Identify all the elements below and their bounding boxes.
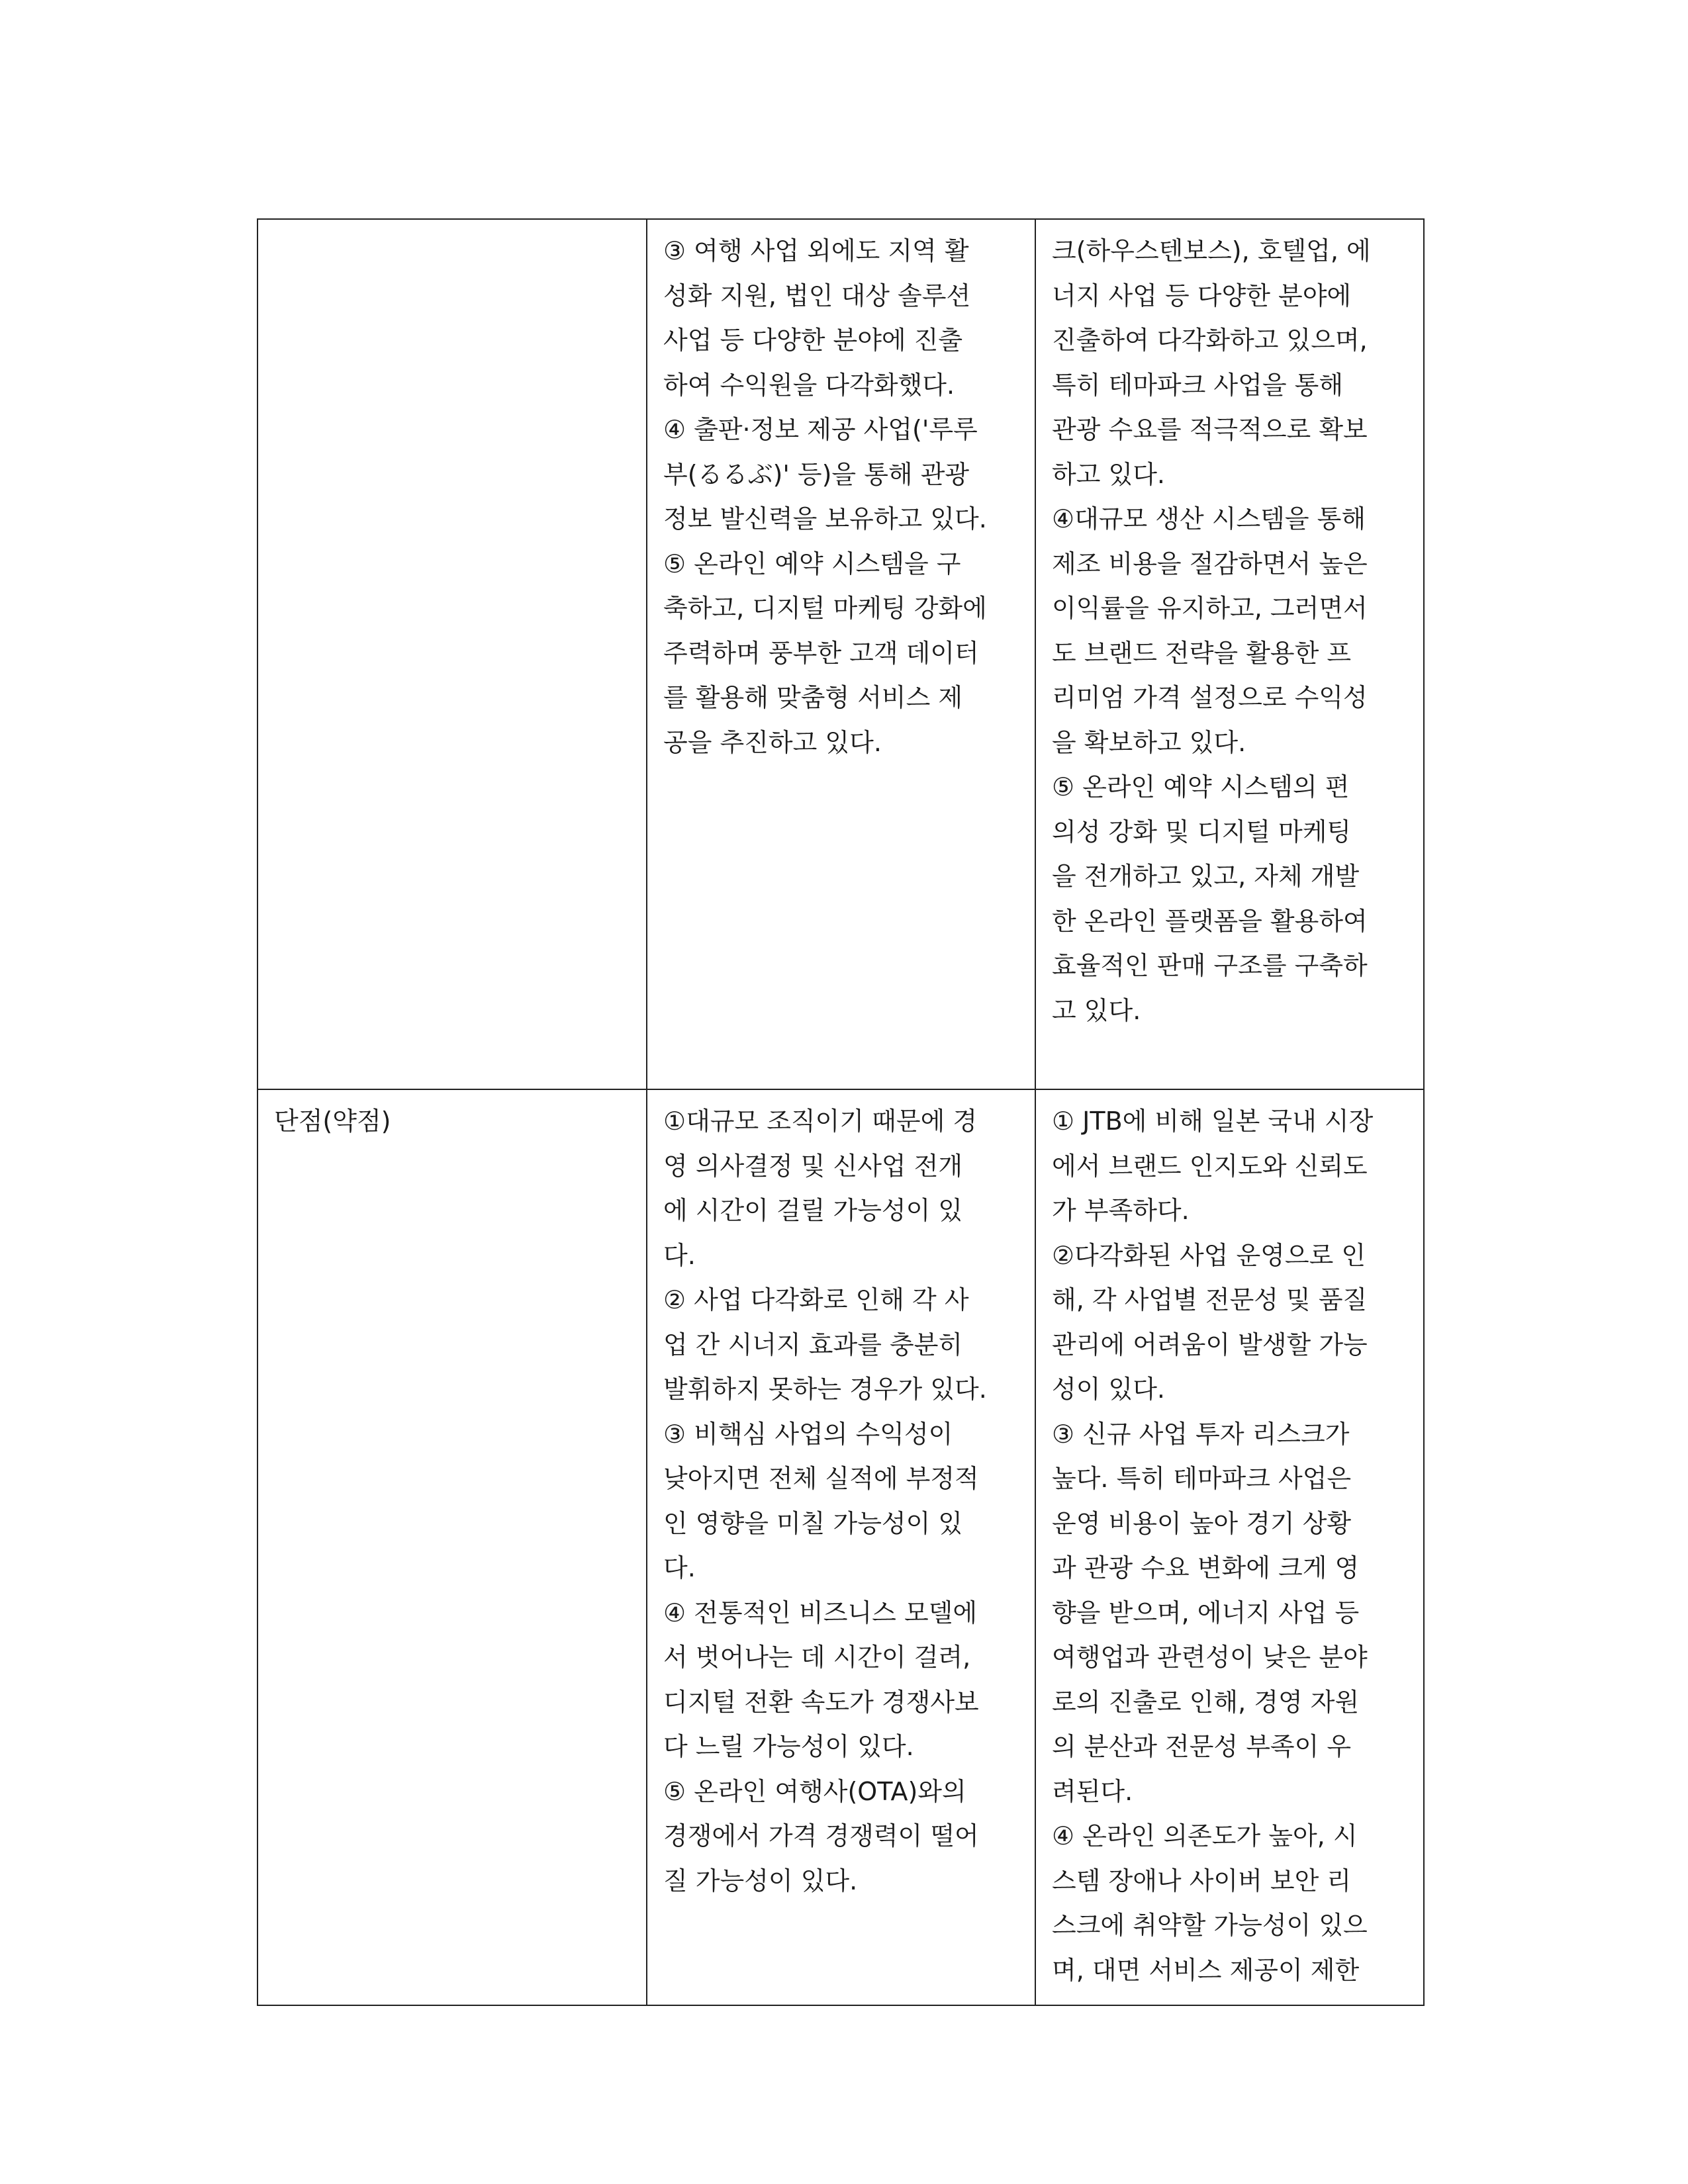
table-row-weaknesses: [258, 1089, 1424, 2005]
company-b-text: ① JTB에 비해 일본 국내 시장 에서 브랜드 인지도와 신뢰도 가 부족하다. ②다각화된 사업 운영으로 인 해, 각 사업별 전문성 및 품질 관리에 어려움이 발생할 가능 성이 있다. ③ 신규 사업 투자 리스크가 높다. 특히 테마파크 사업은 운영 비용이 높아 경기 상황 과 관광 수요 변화에 크게 영 향을 받으며, 에너지 사업 등 여행업과 관련성이 낮은 분야 로의 진출로 인해, 경영 자원 의 분산과 전문성 부족이 우 려된다. ④ 온라인 의존도가 높아, 시 스템 장애나 사이버 보안 리 스크에 취약할 가능성이 있으 며, 대면 서비스 제공이 제한: [1052, 1107, 1374, 1985]
comparison-table: [257, 218, 1425, 2006]
company-a-cell: [647, 219, 1035, 1089]
company-a-text: ③ 여행 사업 외에도 지역 활 성화 지원, 법인 대상 솔루션 사업 등 다양한 분야에 진출 하여 수익원을 다각화했다. ④ 출판·정보 제공 사업('루루 부(るるぶ)' 등)을 통해 관광 정보 발신력을 보유하고 있다. ⑤ 온라인 예약 시스템을 구 축하고, 디지털 마케팅 강화에 주력하며 풍부한 고객 데이터 를 활용해 맞춤형 서비스 제 공을 추진하고 있다.: [663, 236, 987, 757]
company-a-cell: [647, 1089, 1035, 2005]
row-label-cell: [258, 1089, 647, 2005]
company-b-cell: [1035, 1089, 1424, 2005]
company-b-text: 크(하우스텐보스), 호텔업, 에 너지 사업 등 다양한 분야에 진출하여 다각화하고 있으며, 특히 테마파크 사업을 통해 관광 수요를 적극적으로 확보 하고 있다. ④대규모 생산 시스템을 통해 제조 비용을 절감하면서 높은 이익률을 유지하고, 그러면서 도 브랜드 전략을 활용한 프 리미엄 가격 설정으로 수익성 을 확보하고 있다. ⑤ 온라인 예약 시스템의 편 의성 강화 및 디지털 마케팅 을 전개하고 있고, 자체 개발 한 온라인 플랫폼을 활용하여 효율적인 판매 구조를 구축하 고 있다.: [1052, 236, 1371, 1025]
company-b-cell: [1035, 219, 1424, 1089]
row-label-cell: [258, 219, 647, 1089]
table-row-strengths-continued: [258, 219, 1424, 1089]
row-label: 단점(약점): [274, 1107, 391, 1136]
company-a-text: ①대규모 조직이기 때문에 경 영 의사결정 및 신사업 전개 에 시간이 걸릴 가능성이 있 다. ② 사업 다각화로 인해 각 사 업 간 시너지 효과를 충분히 발휘하지 못하는 경우가 있다. ③ 비핵심 사업의 수익성이 낮아지면 전체 실적에 부정적 인 영향을 미칠 가능성이 있 다. ④ 전통적인 비즈니스 모델에 서 벗어나는 데 시간이 걸려, 디지털 전환 속도가 경쟁사보 다 느릴 가능성이 있다. ⑤ 온라인 여행사(OTA)와의 경쟁에서 가격 경쟁력이 떨어 질 가능성이 있다.: [663, 1107, 987, 1895]
